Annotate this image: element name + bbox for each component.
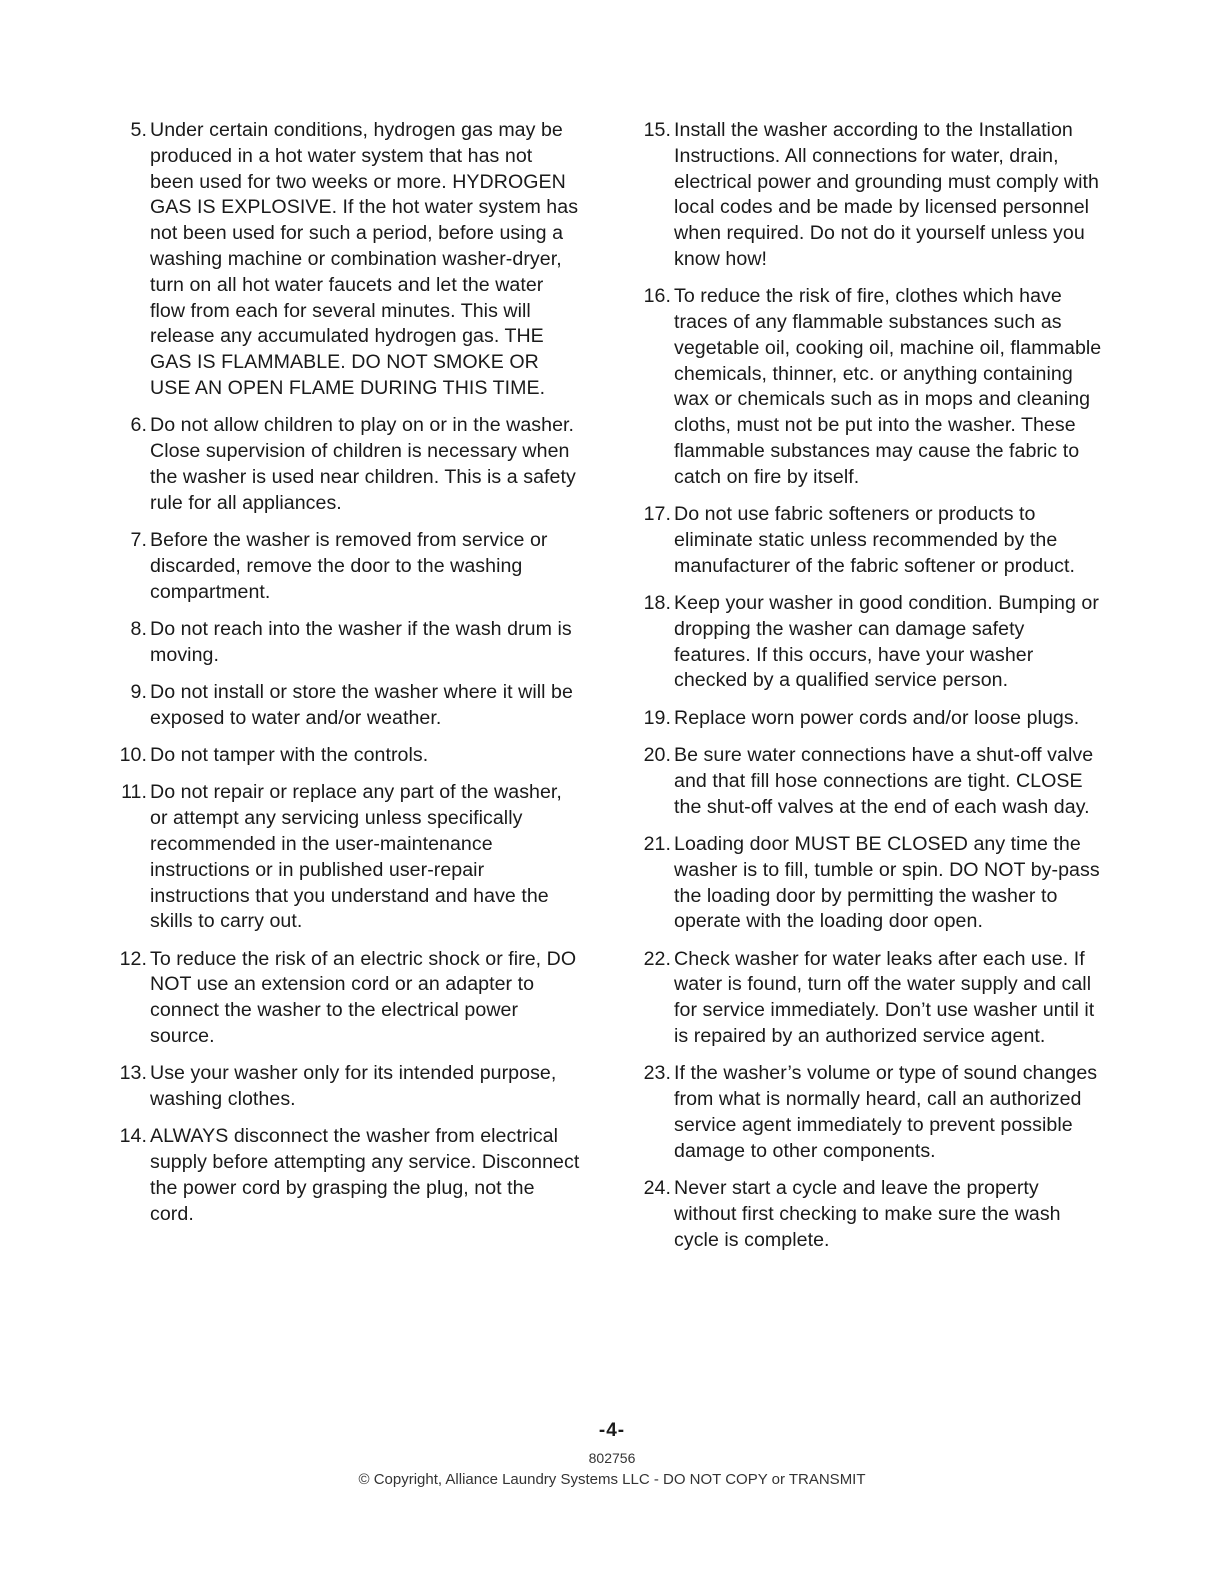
document-code: 802756 (588, 1450, 636, 1466)
list-item (100, 617, 580, 669)
list-item (100, 1061, 580, 1113)
item-text: ALWAYS disconnect the washer from electrical supply before attempting any service. Disconnect the power cord by grasping the plug, not the cord. (150, 1125, 580, 1225)
item-text: Never start a cycle and leave the property without first checking to make sure the wash cycle is complete. (674, 1176, 1061, 1251)
list-item (100, 528, 580, 605)
list-item (624, 1176, 1104, 1253)
item-text: Do not install or store the washer where it will be exposed to water and/or weather. (150, 680, 573, 729)
item-text: Under certain conditions, hydrogen gas may be produced in a hot water system that has not been used for two weeks or more. HYDROGEN GAS IS EXPLOSIVE. If the hot water system has not been used for such a period, before using a washing machine or combination washer-dryer, turn on all hot water faucets and let the water flow from each for several minutes. This will release any accumulated hydrogen gas. THE GAS IS FLAMMABLE. DO NOT SMOKE OR USE AN OPEN FLAME DURING THIS TIME. (150, 119, 579, 399)
item-number: 5. (130, 119, 147, 141)
list-item (100, 680, 580, 732)
item-text: Loading door MUST BE CLOSED any time the washer is to fill, tumble or spin. DO NOT by-pass the loading door by permitting the washer to operate with the loading door open. (674, 832, 1100, 933)
list-item (100, 947, 580, 1050)
item-number: 13. (119, 1062, 147, 1085)
item-number: 15. (643, 119, 671, 141)
item-text: Replace worn power cords and/or loose plugs. (674, 706, 1080, 729)
page-number: -4- (598, 1420, 626, 1441)
list-item (624, 502, 1104, 579)
list-item (100, 413, 580, 516)
item-number: 17. (643, 503, 671, 526)
item-number: 16. (643, 285, 671, 308)
list-item (624, 118, 1104, 273)
item-text: Do not repair or replace any part of the washer, or attempt any servicing unless specifically recommended in the user-maintenance instructions or in published user-repair instructions that you understand and have the skills to carry out. (150, 781, 562, 933)
right-column (624, 118, 1104, 1265)
list-item (624, 284, 1104, 490)
item-text: Before the washer is removed from service or discarded, remove the door to the washing compartment. (150, 528, 548, 603)
item-text: If the washer’s volume or type of sound changes from what is normally heard, call an authorized service agent immediately to prevent possible damage to other components. (674, 1062, 1098, 1162)
item-number: 21. (643, 832, 671, 855)
item-text: Use your washer only for its intended purpose, washing clothes. (150, 1062, 557, 1111)
list-item (624, 947, 1104, 1050)
list-item (624, 591, 1104, 694)
list-item (624, 1061, 1104, 1164)
item-text: Do not tamper with the controls. (150, 744, 429, 767)
left-column (100, 118, 580, 1239)
item-text: Install the washer according to the Installation Instructions. All connections for water, drain, electrical power and grounding must comply with local codes and be made by licensed personnel when required. Do not do it yourself unless you know how! (674, 119, 1099, 270)
item-text: Do not use fabric softeners or products to eliminate static unless recommended by the manufacturer of the fabric softener or product. (674, 503, 1075, 577)
list-item (100, 780, 580, 935)
item-number: 11. (121, 781, 147, 804)
item-number: 12. (119, 947, 147, 970)
item-number: 8. (130, 617, 147, 640)
item-text: Do not allow children to play on or in the washer. Close supervision of children is necessary when the washer is used near children. This is a safety rule for all appliances. (150, 414, 576, 514)
item-text: Keep your washer in good condition. Bumping or dropping the washer can damage safety features. If this occurs, have your washer checked by a qualified service person. (674, 592, 1099, 692)
item-number: 19. (643, 706, 671, 729)
item-number: 22. (643, 947, 671, 970)
list-item (624, 832, 1104, 935)
list-item (100, 743, 580, 769)
item-number: 10. (119, 744, 147, 767)
list-item (100, 118, 580, 402)
item-text: Do not reach into the washer if the wash drum is moving. (150, 617, 572, 666)
item-number: 14. (119, 1125, 147, 1148)
list-item (624, 743, 1104, 820)
item-number: 6. (130, 414, 147, 437)
list-item (100, 1124, 580, 1227)
copyright-notice: © Copyright, Alliance Laundry Systems LLC - DO NOT COPY or TRANSMIT (358, 1471, 866, 1488)
item-number: 23. (643, 1062, 671, 1085)
item-text: Check washer for water leaks after each use. If water is found, turn off the water supply and call for service immediately. Don’t use washer until it is repaired by an authorized service agent. (674, 947, 1095, 1047)
item-number: 20. (643, 744, 671, 767)
item-number: 9. (130, 680, 147, 703)
item-number: 18. (643, 592, 671, 615)
item-number: 24. (643, 1176, 671, 1199)
item-number: 7. (130, 528, 147, 551)
list-item (624, 706, 1104, 732)
item-text: To reduce the risk of an electric shock or fire, DO NOT use an extension cord or an adapter to connect the washer to the electrical power source. (150, 947, 577, 1047)
item-text: Be sure water connections have a shut-off valve and that fill hose connections are tight. CLOSE the shut-off valves at the end of each wash day. (674, 744, 1094, 818)
item-text: To reduce the risk of fire, clothes which have traces of any flammable substances such as vegetable oil, cooking oil, machine oil, flammable chemicals, thinner, etc. or anything containing wax or chemicals such as in mops and cleaning cloths, must not be put into the washer. These flammable substances may cause the fabric to catch on fire by itself. (674, 285, 1102, 488)
